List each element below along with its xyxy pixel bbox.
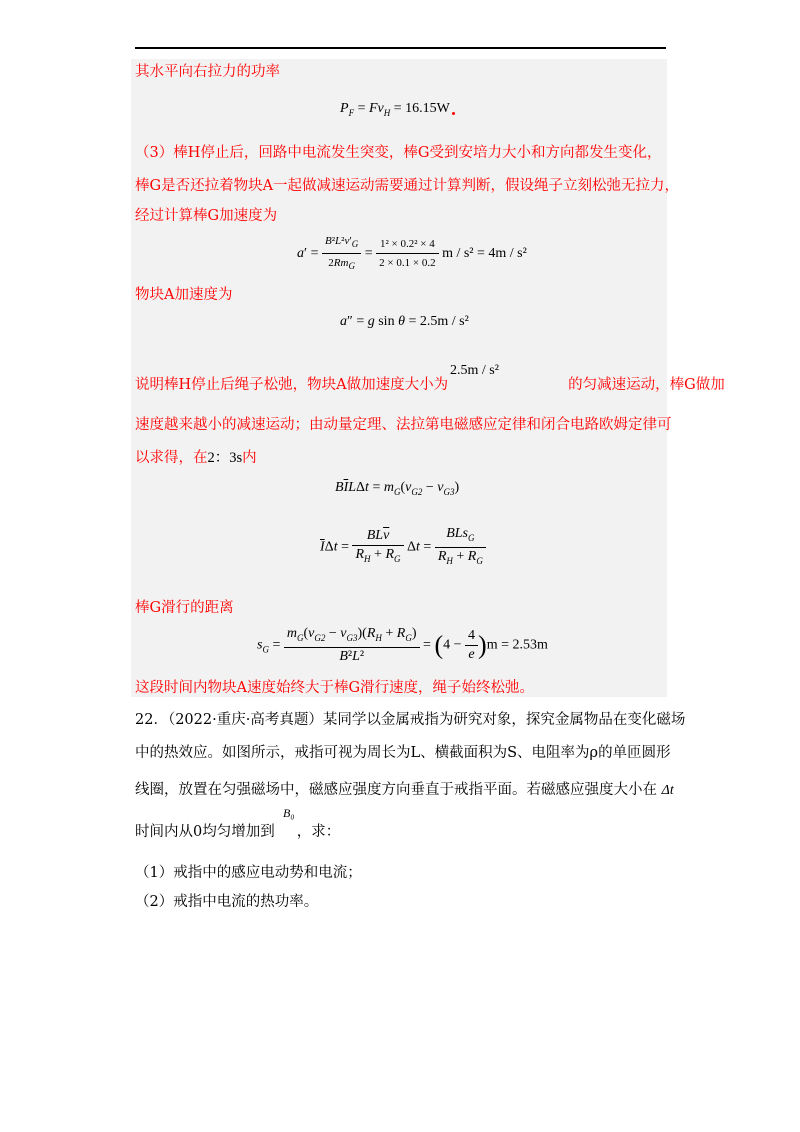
question-1: （1）戒指中的感应电动势和电流； [135, 865, 362, 881]
inline-acceleration: 2.5m / s² [450, 363, 499, 378]
red-dot-mark [452, 112, 455, 115]
problem-line: 中的热效应。如图所示，戒指可视为周长为L、横截面积为S、电阻率为ρ的单匝圆形 [135, 745, 671, 761]
equation-acceleration-a: a″ = g sin θ = 2.5m / s² [340, 314, 469, 329]
equation-acceleration-g: a′ = $\frac{B^2L^2v'_G}{2Rm_G}$ = $\frac{\text{1² × 0.2² × 4}}{2 \times 0.1 \times 0.2}$ m / s² = 4m / s² [297, 232, 527, 275]
solution-conclusion: 这段时间内物块A速度始终大于棒G滑行速度，绳子始终松弛。 [135, 680, 535, 696]
solution-line: 物块A加速度为 [135, 287, 233, 303]
problem-line: 22．（2022·重庆·高考真题）某同学以金属戒指为研究对象，探究金属物品在变化磁场 [135, 712, 686, 728]
solution-line: 其水平向右拉力的功率 [135, 64, 280, 80]
solution-line: 以求得，在2：3s内 [135, 450, 257, 466]
symbol-b0: B₀ [283, 806, 295, 820]
header-rule [135, 47, 666, 49]
problem-line: 线圈，放置在匀强磁场中，磁感应强度方向垂直于戒指平面。若磁感应强度大小在 Δt [135, 782, 674, 798]
solution-line: 速度越来越小的减速运动；由动量定理、法拉第电磁感应定律和闭合电路欧姆定律可 [135, 417, 672, 433]
solution-line: 经过计算棒G加速度为 [135, 208, 278, 224]
equation-power: $P_F = Fv_H = 16.15W$ [340, 101, 450, 118]
solution-line: （3）棒H停止后，回路中电流发生突变，棒G受到安培力大小和方向都发生变化， [135, 145, 662, 161]
problem-line: 时间内从0均匀增加到 ，求： [135, 824, 341, 840]
question-2: （2）戒指中电流的热功率。 [135, 894, 319, 910]
solution-line: 棒G是否还拉着物块A一起做减速运动需要通过计算判断，假设绳子立刻松弛无拉力， [135, 178, 680, 194]
equation-distance: $s_G$ = $\frac{m_G(v_{G2} - v_{G3})(R_H + R_G)}{\text{B²L²}}$ = (4 − $\frac{4}{e}$ )m = 2.53m [257, 626, 548, 664]
solution-line: 说明棒H停止后绳子松弛，物块A做加速度大小为 的匀减速运动，棒G做加 [135, 377, 725, 393]
solution-line: 棒G滑行的距离 [135, 600, 234, 616]
equation-charge: $\overline{I}\Delta t$ = $\frac{BL\overline{v}}{R_H + R_G}$ Δt = $\frac{BLs_G}{R_H + R_G}$ [320, 525, 486, 570]
equation-momentum: $B\overline{I}L\Delta t = m_G(v_{G2} - v_{G3})$ [335, 480, 460, 497]
